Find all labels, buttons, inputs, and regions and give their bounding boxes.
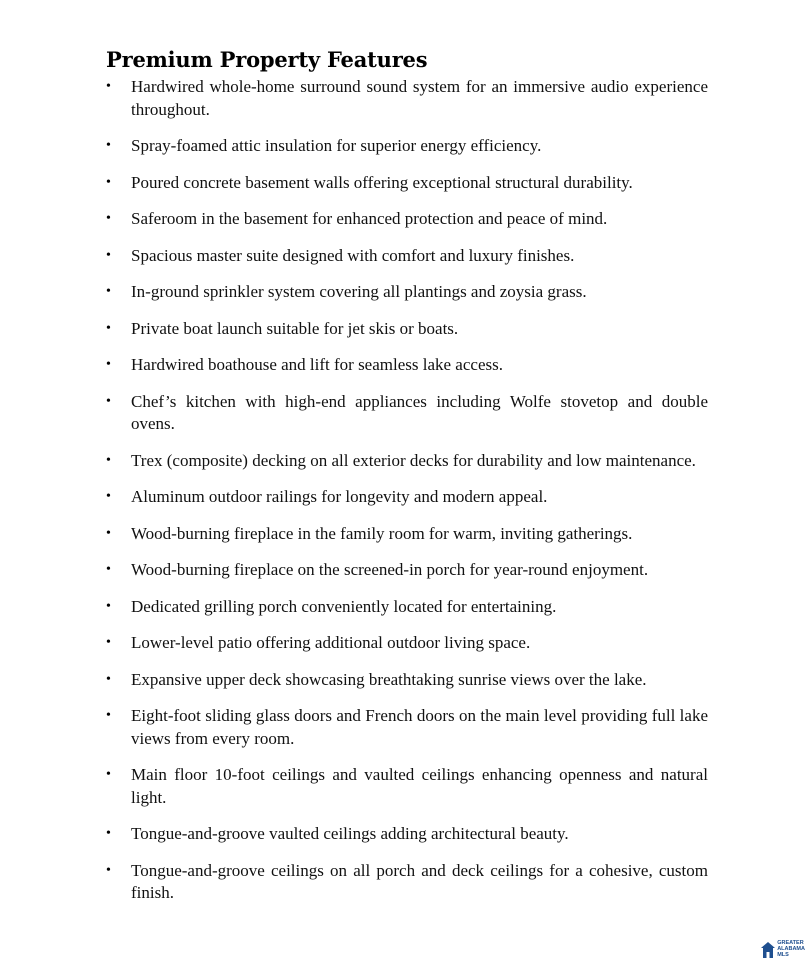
bullet: • — [106, 393, 111, 409]
list-item — [106, 354, 708, 377]
bullet: • — [106, 598, 111, 614]
list-item — [106, 245, 708, 268]
bullet: • — [106, 247, 111, 263]
logo-line-2: ALABAMA — [777, 946, 805, 952]
feature-text: Wood-burning fireplace in the family room for warm, inviting gatherings. — [131, 523, 633, 543]
feature-text: Spacious master suite designed with comfort and luxury finishes. — [131, 245, 575, 265]
logo-text — [777, 940, 805, 958]
list-item — [106, 764, 708, 809]
bullet: • — [106, 635, 111, 650]
feature-text: Aluminum outdoor railings for longevity and modern appeal. — [131, 487, 548, 506]
feature-text: Spray-foamed attic insulation for superior energy efficiency. — [131, 136, 542, 155]
list-item — [106, 559, 708, 582]
list-item — [106, 135, 708, 158]
feature-text: Main floor 10-foot ceilings and vaulted ceilings enhancing openness and natural light. — [131, 765, 708, 807]
list-item — [106, 172, 708, 195]
page-title: Premium Property Features — [106, 47, 428, 72]
list-item — [106, 860, 708, 905]
list-item — [106, 318, 708, 341]
feature-text: Dedicated grilling porch conveniently located for entertaining. — [131, 596, 557, 616]
feature-text: Hardwired whole-home surround sound system for an immersive audio experience throughout. — [131, 77, 708, 119]
bullet: • — [106, 708, 111, 723]
feature-text: Saferoom in the basement for enhanced protection and peace of mind. — [131, 209, 608, 228]
list-item — [106, 450, 708, 473]
list-item — [106, 486, 708, 509]
bullet: • — [106, 211, 111, 226]
feature-text: In-ground sprinkler system covering all plantings and zoysia grass. — [131, 282, 587, 301]
list-item — [106, 705, 708, 750]
bullet: • — [106, 452, 111, 468]
bullet: • — [106, 79, 111, 94]
bullet: • — [106, 357, 111, 372]
feature-text: Hardwired boathouse and lift for seamless lake access. — [131, 355, 503, 374]
house-icon — [761, 942, 775, 958]
feature-text: Trex (composite) decking on all exterior decks for durability and low maintenance. — [131, 450, 696, 470]
list-item — [106, 76, 708, 121]
list-item — [106, 281, 708, 304]
list-item — [106, 596, 708, 619]
bullet: • — [106, 562, 111, 577]
bullet: • — [106, 174, 111, 190]
logo-line-1: GREATER — [777, 940, 804, 946]
list-item — [106, 632, 708, 655]
list-item — [106, 391, 708, 436]
bullet: • — [106, 862, 111, 878]
feature-text: Expansive upper deck showcasing breathtaking sunrise views over the lake. — [131, 669, 647, 689]
bullet: • — [106, 767, 111, 782]
greater-alabama-mls-logo — [761, 940, 805, 958]
bullet: • — [106, 671, 111, 687]
feature-text: Lower-level patio offering additional outdoor living space. — [131, 633, 531, 652]
list-item — [106, 823, 708, 846]
feature-text: Private boat launch suitable for jet skis or boats. — [131, 318, 459, 338]
bullet: • — [106, 826, 111, 841]
bullet: • — [106, 138, 111, 153]
bullet: • — [106, 320, 111, 336]
feature-list — [106, 76, 708, 919]
feature-text: Chef’s kitchen with high-end appliances including Wolfe stovetop and double ovens. — [131, 391, 708, 433]
feature-text: Wood-burning fireplace on the screened-in porch for year-round enjoyment. — [131, 560, 649, 579]
logo-line-3: MLS — [777, 952, 789, 958]
feature-text: Tongue-and-groove vaulted ceilings adding architectural beauty. — [131, 824, 569, 843]
feature-text: Poured concrete basement walls offering exceptional structural durability. — [131, 172, 633, 192]
bullet: • — [106, 284, 111, 299]
list-item — [106, 523, 708, 546]
list-item — [106, 208, 708, 231]
feature-text: Eight-foot sliding glass doors and French doors on the main level providing full lake views from every room. — [131, 706, 708, 748]
feature-text: Tongue-and-groove ceilings on all porch and deck ceilings for a cohesive, custom finish. — [131, 860, 708, 902]
list-item — [106, 669, 708, 692]
bullet: • — [106, 489, 111, 504]
bullet: • — [106, 525, 111, 541]
